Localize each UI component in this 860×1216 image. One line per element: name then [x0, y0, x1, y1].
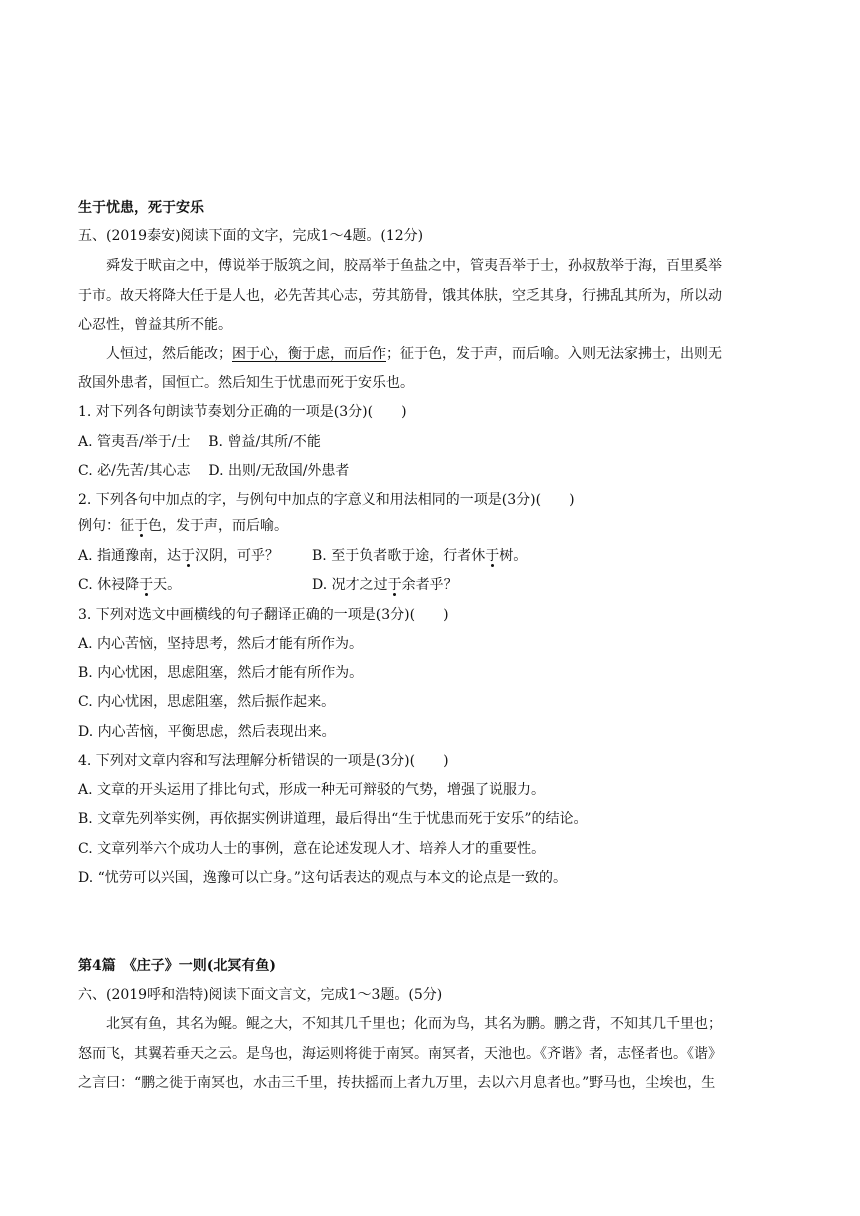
question-stem: 2. 下列各句中加点的字，与例句中加点的字意义和用法相同的一项是(3分)( )	[78, 492, 575, 508]
option-b: B. 内心忧困，思虑阻塞，然后才能有所作为。	[78, 665, 364, 681]
option-a: A. 管夷吾/举于/士	[78, 434, 191, 450]
option-row	[78, 431, 782, 453]
option-row	[78, 574, 782, 596]
passage-line: 于市。故天将降大任于是人也，必先苦其心志，劳其筋骨，饿其体肤，空乏其身，行拂乱其所为，所以动	[78, 288, 722, 304]
dotted-char: 于	[485, 548, 500, 564]
passage-text: ；征于色，发于声，而后喻。入则无法家拂士，出则无	[386, 346, 722, 362]
option-row	[78, 545, 782, 567]
option-c: C. 内心忧困，思虑阻塞，然后振作起来。	[78, 694, 336, 710]
section-heading: 第4篇 《庄子》一则(北冥有鱼)	[78, 958, 276, 974]
option-c: C. 休祲降于天。	[78, 577, 182, 593]
passage-text: 人恒过，然后能改；	[106, 346, 232, 362]
question-stem: 3. 下列对选文中画横线的句子翻译正确的一项是(3分)( )	[78, 607, 449, 623]
option-row	[78, 460, 782, 482]
dotted-char: 于	[387, 577, 402, 593]
option-c: C. 必/先苦/其心志	[78, 463, 191, 479]
question-stem: 1. 对下列各句朗读节奏划分正确的一项是(3分)( )	[78, 404, 407, 420]
section-heading: 生于忧患，死于安乐	[78, 200, 204, 216]
question-stem: 4. 下列对文章内容和写法理解分析错误的一项是(3分)( )	[78, 753, 449, 769]
option-d: D. 况才之过于余者乎？	[312, 577, 458, 593]
passage-line: 心忍性，曾益其所不能。	[78, 317, 232, 333]
dotted-char: 于	[139, 577, 154, 593]
option-a: A. 指通豫南，达于汉阴，可乎？	[78, 548, 280, 564]
dotted-char: 于	[134, 518, 148, 534]
option-d: D. “忧劳可以兴国，逸豫可以亡身。”这句话表达的观点与本文的论点是一致的。	[78, 870, 567, 886]
example-sentence	[78, 515, 782, 537]
underlined-sentence: 困于心，衡于虑，而后作	[232, 346, 386, 362]
option-c: C. 文章列举六个成功人士的事例，意在论述发现人才、培养人才的重要性。	[78, 841, 546, 857]
passage-line	[106, 343, 782, 365]
passage-line: 之言曰：“鹏之徙于南冥也，水击三千里，抟扶摇而上者九万里，去以六月息者也。”野马也，尘埃也，生	[78, 1075, 716, 1091]
passage-line: 舜发于畎亩之中，傅说举于版筑之间，胶鬲举于鱼盐之中，管夷吾举于士，孙叔敖举于海，百里奚举	[106, 258, 722, 274]
question-title: 六、(2019呼和浩特)阅读下面文言文，完成1～3题。(5分)	[78, 987, 443, 1003]
option-a: A. 内心苦恼，坚持思考，然后才能有所作为。	[78, 636, 364, 652]
example-text: 色，发于声，而后喻。	[148, 518, 288, 534]
passage-line: 北冥有鱼，其名为鲲。鲲之大，不知其几千里也；化而为鸟，其名为鹏。鹏之背，不知其几千里也；	[106, 1016, 722, 1032]
option-d: D. 出则/无敌国/外患者	[208, 463, 350, 479]
option-d: D. 内心苦恼，平衡思虑，然后表现出来。	[78, 724, 336, 740]
option-b: B. 曾益/其所/不能	[208, 434, 321, 450]
question-title: 五、(2019泰安)阅读下面的文字，完成1～4题。(12分)	[78, 228, 424, 244]
example-text: 例句：征	[78, 518, 134, 534]
passage-line: 敌国外患者，国恒亡。然后知生于忧患而死于安乐也。	[78, 375, 414, 391]
dotted-char: 于	[181, 548, 196, 564]
passage-line: 怒而飞，其翼若垂天之云。是鸟也，海运则将徙于南冥。南冥者，天池也。《齐谐》者，志怪者也。《谐》	[78, 1046, 722, 1062]
option-b: B. 至于负者歌于途，行者休于树。	[312, 548, 528, 564]
option-a: A. 文章的开头运用了排比句式，形成一种无可辩驳的气势，增强了说服力。	[78, 782, 546, 798]
option-b: B. 文章先列举实例，再依据实例讲道理，最后得出“生于忧患而死于安乐”的结论。	[78, 811, 588, 827]
